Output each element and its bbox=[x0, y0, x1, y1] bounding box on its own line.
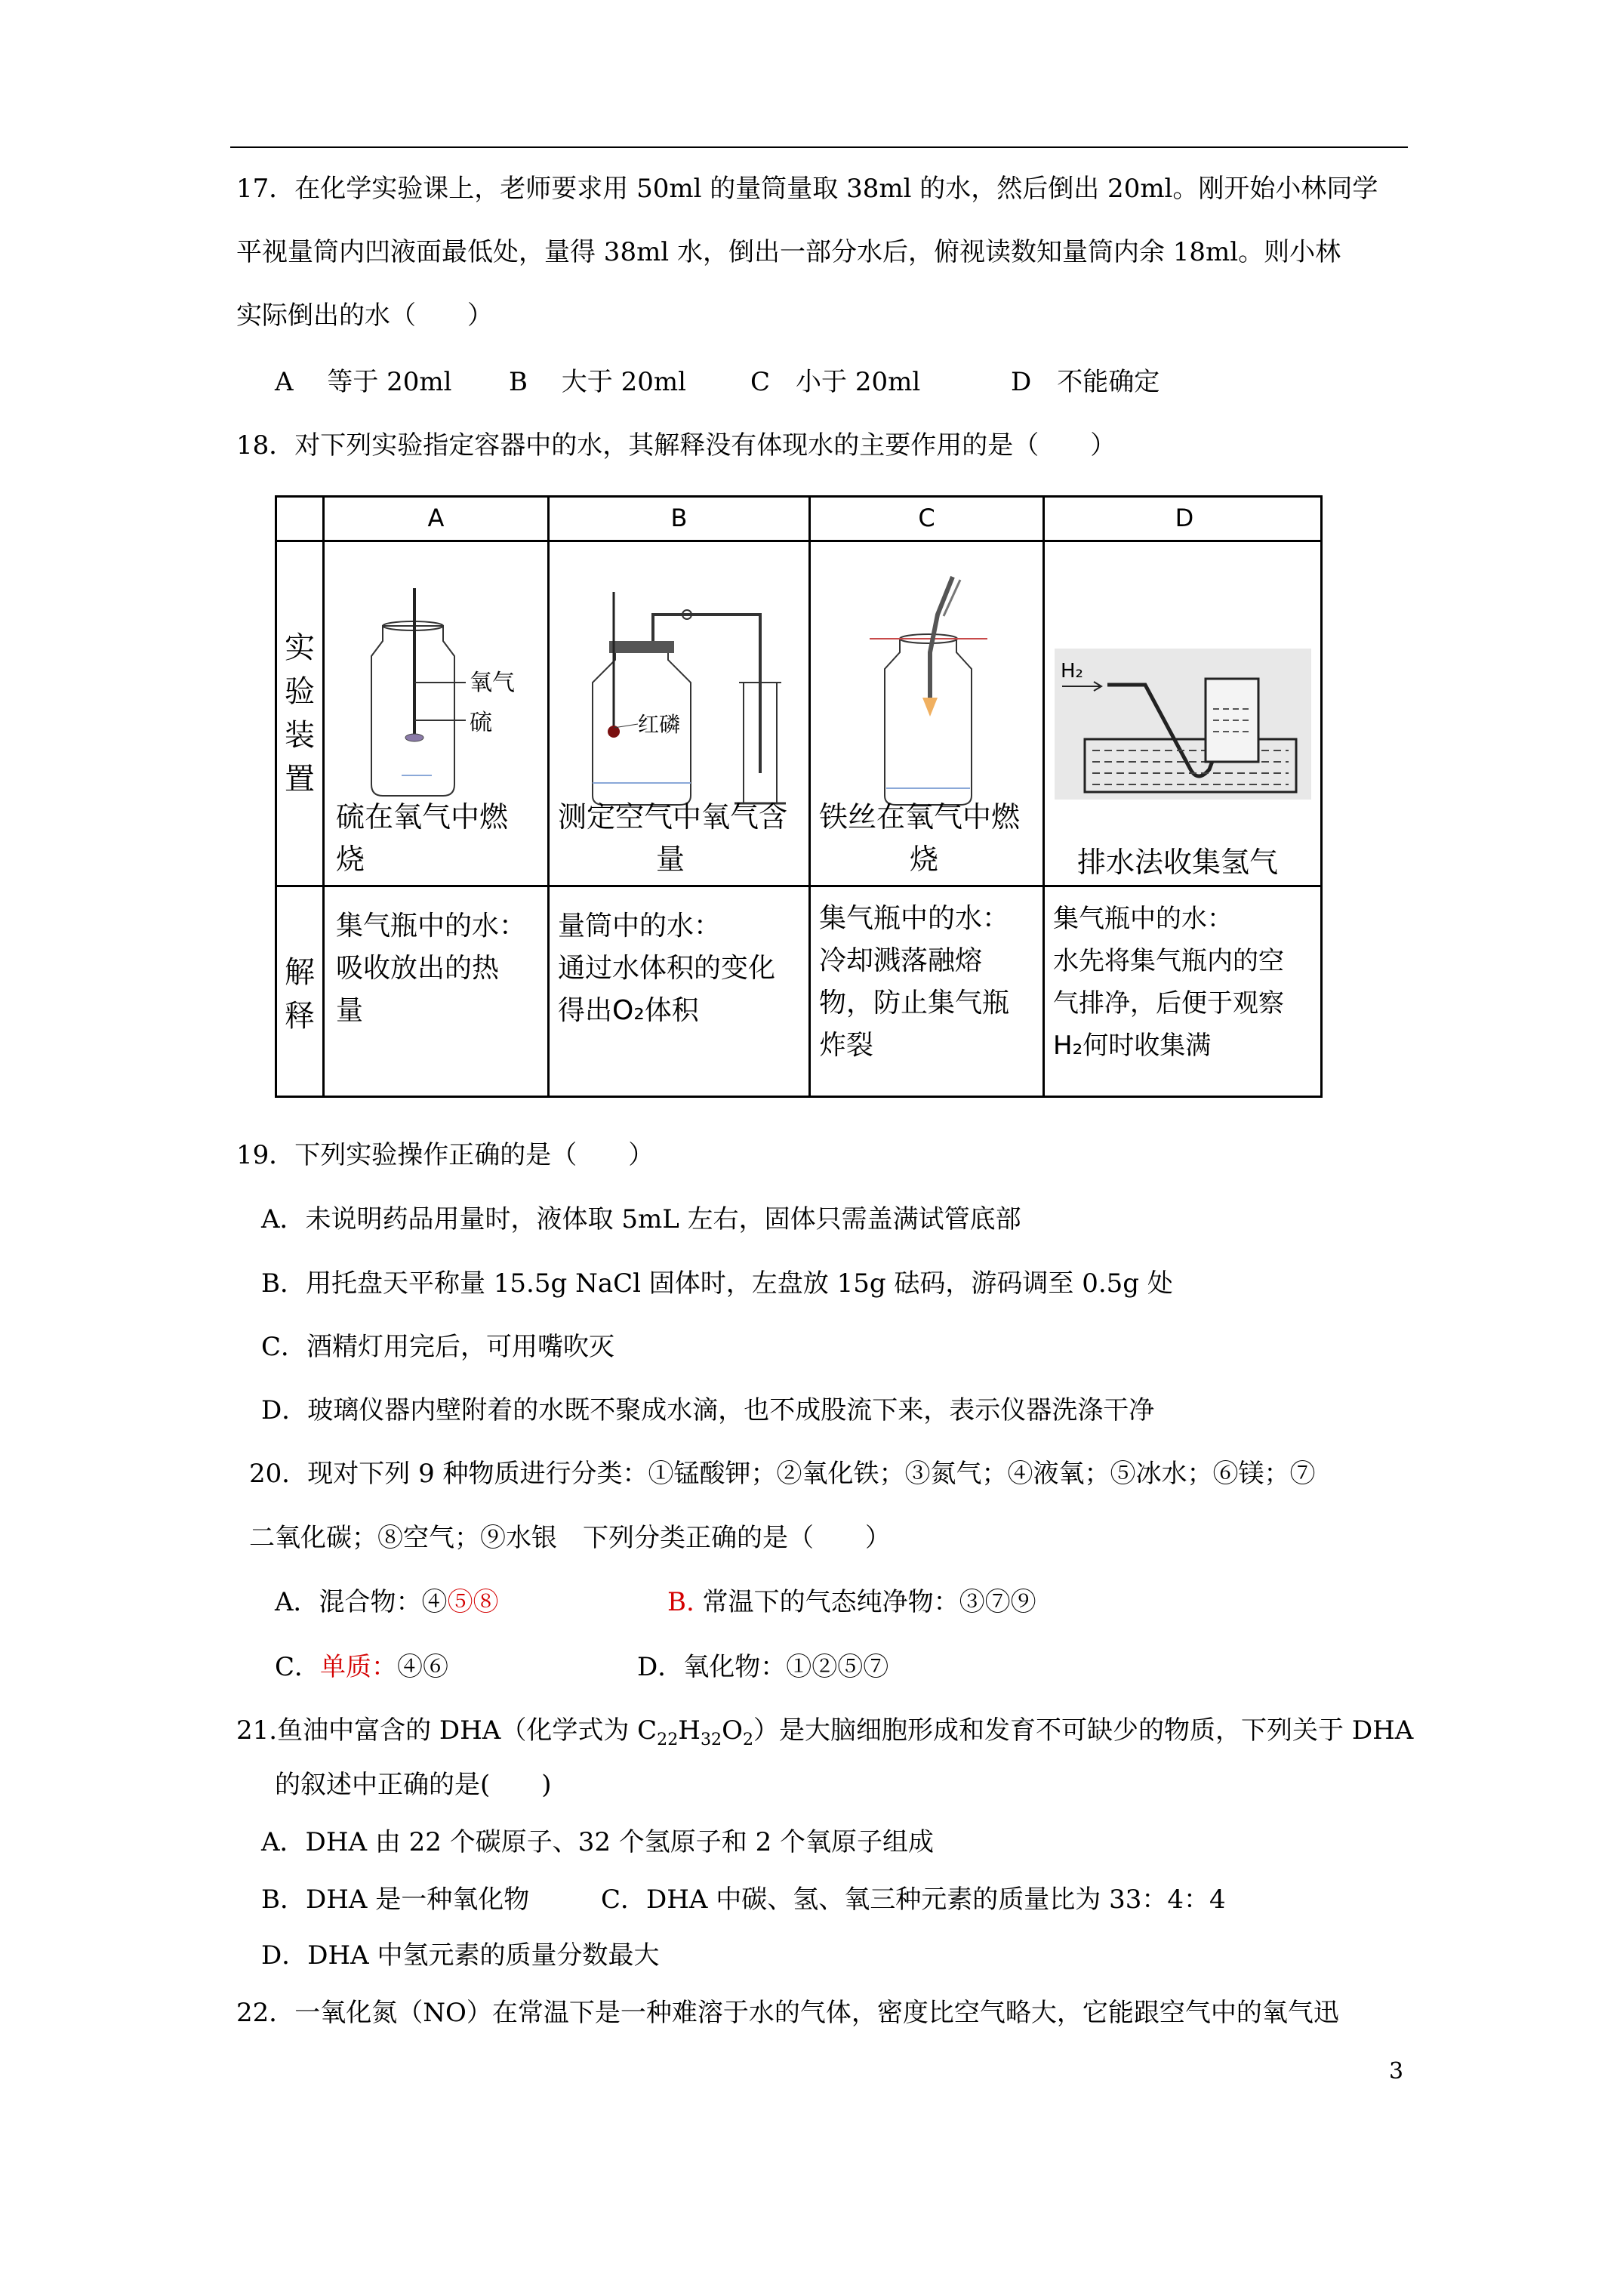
q20-option-a-red: ⑤⑧ bbox=[447, 1587, 499, 1617]
explanation-b-line: 通过水体积的变化 bbox=[558, 953, 776, 984]
table-rule bbox=[547, 498, 550, 1096]
q20-option-c-text: ④⑥ bbox=[397, 1652, 449, 1682]
q20-option-c-red: 单质： bbox=[320, 1652, 398, 1682]
q21-text: ）是大脑细胞形成和发育不可缺少的物质，下列关于 DHA bbox=[753, 1715, 1414, 1746]
explanation-b-line: 量筒中的水： bbox=[558, 911, 722, 942]
header-a: A bbox=[427, 504, 445, 532]
q21-subscript: 32 bbox=[700, 1729, 722, 1749]
q20-options-ab bbox=[275, 1586, 1036, 1619]
q21-text: O bbox=[722, 1715, 743, 1746]
q17-line3: 实际倒出的水（ ） bbox=[236, 300, 493, 331]
row-label-char: 解 bbox=[285, 955, 315, 990]
explanation-a-line: 量 bbox=[336, 995, 364, 1026]
q20-option-c bbox=[275, 1650, 637, 1684]
explanation-d bbox=[1053, 898, 1284, 1067]
q19-option-b: B．用托盘天平称量 15.5g NaCl 固体时，左盘放 15g 砝码，游码调至 0.5g 处 bbox=[261, 1268, 1173, 1299]
q21-text: 21.鱼油中富含的 DHA（化学式为 C bbox=[236, 1715, 658, 1746]
explanation-c bbox=[819, 898, 1009, 1067]
caption-c bbox=[819, 796, 1020, 880]
q20-line1: 20．现对下列 9 种物质进行分类：①锰酸钾；②氧化铁；③氮气；④液氧；⑤冰水；⑥镁；⑦ bbox=[249, 1459, 1316, 1489]
explanation-d-line: 气排净，后便于观察 bbox=[1053, 988, 1284, 1019]
fig-a-label-oxygen: 氧气 bbox=[470, 670, 515, 696]
q20-option-d: D．氧化物：①②⑤⑦ bbox=[637, 1652, 889, 1682]
explanation-c-line: 炸裂 bbox=[819, 1030, 874, 1061]
caption-c-line: 烧 bbox=[910, 843, 939, 876]
header-b: B bbox=[670, 504, 688, 532]
header-rule bbox=[230, 146, 1408, 148]
row-label-char: 验 bbox=[285, 674, 315, 709]
q19-option-d: D．玻璃仪器内壁附着的水既不聚成水滴，也不成股流下来，表示仪器洗涤干净 bbox=[261, 1395, 1155, 1425]
row-label-apparatus bbox=[277, 626, 322, 801]
q19-option-a: A．未说明药品用量时，液体取 5mL 左右，固体只需盖满试管底部 bbox=[261, 1204, 1021, 1234]
q21-text: H bbox=[678, 1715, 701, 1746]
header-d: D bbox=[1175, 504, 1194, 532]
caption-a-line: 硫在氧气中燃 bbox=[336, 800, 509, 834]
caption-d: 排水法收集氢气 bbox=[1077, 846, 1279, 879]
table-rule bbox=[277, 540, 1320, 542]
q21-option-c: C．DHA 中碳、氢、氧三种元素的质量比为 33：4：4 bbox=[601, 1885, 1226, 1915]
table-rule bbox=[808, 498, 811, 1096]
q21-option-b: B．DHA 是一种氧化物 bbox=[261, 1885, 530, 1915]
q17-line2: 平视量筒内凹液面最低处，量得 38ml 水，倒出一部分水后，俯视读数知量筒内余 18ml。则小林 bbox=[236, 237, 1341, 267]
q17-option-d: D 不能确定 bbox=[1011, 367, 1160, 397]
caption-b-line: 量 bbox=[656, 843, 685, 876]
row-label-char: 实 bbox=[285, 630, 315, 665]
q17-options bbox=[275, 365, 1160, 399]
figure-c-iron-wire-jar bbox=[817, 569, 1036, 811]
row-label-char: 置 bbox=[285, 762, 315, 797]
explanation-a-line: 集气瓶中的水： bbox=[336, 911, 527, 942]
caption-c-line: 铁丝在氧气中燃 bbox=[819, 800, 1021, 834]
table-rule bbox=[322, 498, 325, 1096]
q20-line2: 二氧化碳；⑧空气；⑨水银 下列分类正确的是（ ） bbox=[249, 1523, 891, 1553]
figure-a-sulfur-jar bbox=[330, 573, 541, 815]
explanation-d-line: H₂何时收集满 bbox=[1053, 1031, 1212, 1061]
caption-b-line: 测定空气中氧气含 bbox=[558, 800, 788, 834]
row-label-char: 释 bbox=[285, 999, 315, 1034]
q19-option-c: C．酒精灯用完后，可用嘴吹灭 bbox=[261, 1332, 615, 1362]
explanation-a-line: 吸收放出的热 bbox=[336, 953, 500, 984]
q21-line1 bbox=[236, 1714, 1413, 1756]
explanation-b-line: 得出O₂体积 bbox=[558, 995, 699, 1026]
q20-options-cd bbox=[275, 1650, 888, 1684]
q20-option-b-label: B. bbox=[667, 1587, 694, 1617]
explanation-c-line: 冷却溅落融熔 bbox=[819, 945, 983, 976]
q21-option-a: A．DHA 由 22 个碳原子、32 个氢原子和 2 个氧原子组成 bbox=[261, 1827, 935, 1857]
q20-option-a-text: A．混合物：④ bbox=[275, 1587, 448, 1617]
explanation-b bbox=[558, 905, 775, 1032]
caption-a-line: 烧 bbox=[336, 843, 365, 876]
fig-d-label-h2: H₂ bbox=[1061, 660, 1083, 683]
explanation-a bbox=[336, 905, 526, 1032]
page-number: 3 bbox=[1389, 2058, 1404, 2085]
fig-a-label-sulfur: 硫 bbox=[470, 710, 492, 736]
q17-line1: 17．在化学实验课上，老师要求用 50ml 的量筒量取 38ml 的水，然后倒出 20ml。刚开始小林同学 bbox=[236, 174, 1378, 204]
q21-line2: 的叙述中正确的是( ) bbox=[275, 1770, 552, 1800]
q20-option-a bbox=[275, 1586, 667, 1619]
explanation-c-line: 物，防止集气瓶 bbox=[819, 988, 1010, 1019]
row-label-char: 装 bbox=[285, 718, 315, 753]
q20-option-b-text: 常温下的气态纯净物：③⑦⑨ bbox=[694, 1587, 1036, 1617]
caption-a bbox=[336, 796, 508, 880]
q21-option-d: D．DHA 中氢元素的质量分数最大 bbox=[261, 1940, 660, 1971]
q20-option-b bbox=[667, 1586, 1036, 1619]
q21-subscript: 2 bbox=[742, 1729, 754, 1749]
q21-subscript: 22 bbox=[657, 1729, 679, 1749]
figure-d-hydrogen-collection bbox=[1055, 649, 1311, 800]
q17-option-a: A 等于 20ml bbox=[275, 367, 452, 397]
explanation-c-line: 集气瓶中的水： bbox=[819, 903, 1010, 934]
q17-option-c: C 小于 20ml bbox=[750, 367, 921, 397]
q21-options-bc bbox=[261, 1883, 1226, 1916]
q20-option-c-label: C． bbox=[275, 1652, 321, 1682]
explanation-d-line: 集气瓶中的水： bbox=[1053, 904, 1233, 934]
row-label-explanation bbox=[277, 951, 322, 1038]
table-rule bbox=[1042, 498, 1045, 1096]
q18-stem: 18．对下列实验指定容器中的水，其解释没有体现水的主要作用的是（ ） bbox=[236, 430, 1116, 461]
table-rule bbox=[277, 885, 1320, 887]
caption-b bbox=[558, 796, 787, 880]
q17-option-b: B 大于 20ml bbox=[509, 367, 686, 397]
explanation-d-line: 水先将集气瓶内的空 bbox=[1053, 946, 1284, 976]
fig-b-label-phosphorus: 红磷 bbox=[638, 712, 681, 737]
header-c: C bbox=[918, 504, 935, 532]
figure-b-phosphorus-apparatus bbox=[555, 569, 804, 811]
q18-table bbox=[275, 495, 1323, 1098]
q19-stem: 19．下列实验操作正确的是（ ） bbox=[236, 1140, 654, 1170]
q22-line1: 22．一氧化氮（NO）在常温下是一种难溶于水的气体，密度比空气略大，它能跟空气中的氧气迅 bbox=[236, 1998, 1339, 2028]
